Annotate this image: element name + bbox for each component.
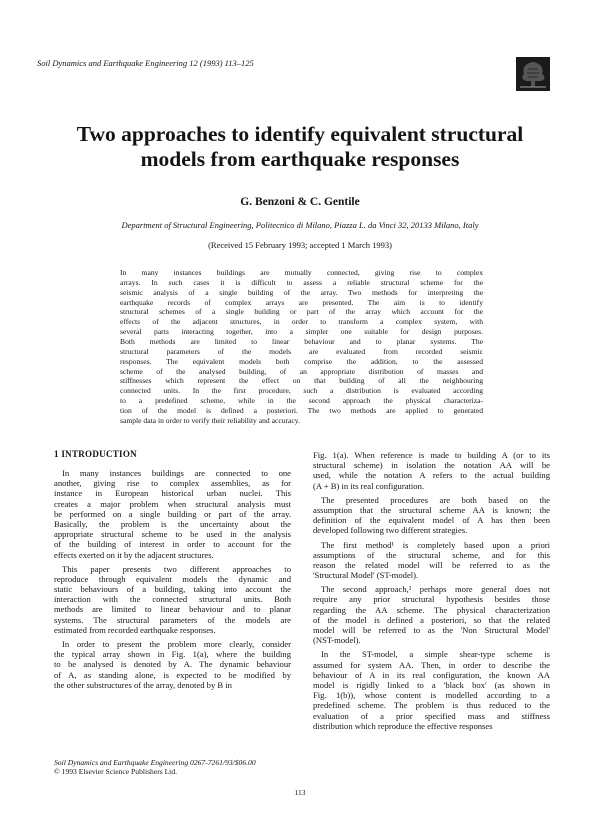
body-text-line: The presented procedures are both based on the xyxy=(321,494,550,505)
body-text-line: effects exerted on it by the adjacent structures. xyxy=(54,549,214,560)
body-text-line: of the building of interest in order to account for the xyxy=(54,539,291,550)
abstract-line: scheme of the analysed building, of an appropriate distribution of masses and xyxy=(120,366,483,376)
body-text-line: 'Structural Model' (ST-model). xyxy=(313,570,419,581)
body-text-line: predefined scheme. The problem is thus reduced to the xyxy=(313,700,550,711)
abstract-line: arrays. In such cases it is difficult to assess a reliable structural scheme for the xyxy=(120,277,483,287)
body-text-line: model will be referred to as the 'Non Structural Model' xyxy=(313,625,550,635)
body-text-line: systems. The structural parameters of the models are xyxy=(54,614,291,625)
body-text-line: The first method¹ is completely based upon a priori xyxy=(321,539,550,550)
abstract-line: sample data in order to verify their reliability and accuracy. xyxy=(120,415,300,425)
publisher-logo-icon xyxy=(516,57,550,91)
body-text-line: regarding the AA scheme. The physical characterization xyxy=(313,604,550,615)
body-text-line: distribution which reproduce the effective responses xyxy=(313,720,493,731)
body-text-line: be performed on a single building or part of the array. xyxy=(54,508,291,519)
body-text-line: evaluation of a prior specified mass and stiffness xyxy=(313,710,550,721)
abstract-line: structural parameters of the models are evaluated from recorded seismic xyxy=(120,346,483,356)
body-text-line: the typical array shown in Fig. 1(a), where the building xyxy=(54,649,291,660)
body-text-line: This paper presents two different approaches to xyxy=(62,563,291,574)
body-text-line: require any prior structural hypothesis besides those xyxy=(313,594,550,605)
abstract-line: stiffnesses which represent the effect on that building of all the neighbouring xyxy=(120,376,483,386)
authors: G. Benzoni & C. Gentile xyxy=(240,196,360,208)
abstract-line: effects of the adjacent structures, in order to transform a complex system, with xyxy=(120,317,483,327)
abstract-line: tion of the model is defined a posteriori. The two methods are applied to generated xyxy=(120,406,483,416)
journal-citation: Soil Dynamics and Earthquake Engineering 12 (1993) 113–125 xyxy=(37,58,254,68)
abstract-line: responses. The equivalent models both comprise the addition, to the assessed xyxy=(120,356,483,366)
footnote-copyright: © 1993 Elsevier Science Publishers Ltd. xyxy=(54,767,178,777)
body-text-line: interaction with the connected structural units. Both xyxy=(54,594,291,605)
abstract-line: structural schemes of a single building or part of the array which account for the xyxy=(120,307,483,317)
body-text-line: Fig. 1(b)), whose content is modelled according to a xyxy=(313,690,550,701)
body-text-line: used, while the notation A refers to the actual building xyxy=(313,470,550,481)
body-text-line: methods are limited to linear behaviour and to planar xyxy=(54,604,291,615)
body-text-line: In order to present the problem more clearly, consider xyxy=(62,639,291,649)
left-column xyxy=(54,468,291,690)
abstract-line: to a predefined scheme, while in the second approach the physical characteriza- xyxy=(120,396,483,406)
body-text-line: assumed for system AA. Then, in order to describe the xyxy=(313,659,550,670)
body-text-line: estimated from recorded earthquake responses. xyxy=(54,624,216,635)
abstract-line: seismic analysis of a single building of the array. Two methods for interpreting the xyxy=(120,287,483,297)
title-line: models from earthquake responses xyxy=(140,147,460,171)
affiliation: Department of Structural Engineering, Politecnico di Milano, Piazza L. da Vinci 32, 20133 Milano, Italy xyxy=(121,220,479,230)
abstract-line: several parts interacting together, into a simpler one suitable for design purposes. xyxy=(120,327,483,337)
body-text-line: reproduce through equivalent models the dynamic and xyxy=(54,573,291,584)
body-text-line: Basically, the problem is the uncertainty about the xyxy=(54,518,291,529)
body-text-line: reason the related model will be referred to as the xyxy=(313,559,550,570)
body-text-line: behaviour of A in its real configuration, the known AA xyxy=(313,669,550,680)
body-text-line: (A + B) in its real configuration. xyxy=(313,480,425,491)
page-number: 113 xyxy=(294,788,306,797)
body-text-line: In many instances buildings are connected to one xyxy=(62,468,291,478)
body-text-line: assumption that the structural scheme AA is known; the xyxy=(313,504,550,515)
body-text-line: (NST-model). xyxy=(313,635,361,646)
body-text-line: instance in European historical urban nuclei. This xyxy=(54,488,291,499)
body-text-line: creates a major problem when structural analysis must xyxy=(54,498,291,509)
body-text-line: assumptions of the structural scheme, and for this xyxy=(313,549,550,560)
body-text-line: model is rigidly linked to a 'black box' (as shown in xyxy=(313,679,550,690)
abstract-line: Both methods are limited to linear behaviour and to planar systems. The xyxy=(120,337,483,347)
body-text-line: to be analysed is denoted by A. The dynamic behaviour xyxy=(54,659,291,670)
body-text-line: static behaviours of a building, taking into account the xyxy=(54,584,291,595)
body-text-line: structural scheme) in isolation the notation AA will be xyxy=(313,460,550,471)
footnote-journal: Soil Dynamics and Earthquake Engineering 0267-7261/93/$06.00 xyxy=(54,758,256,767)
body-text-line: the other substructures of the array, denoted by B in xyxy=(54,679,232,690)
body-text-line: of A, as standing alone, is expected to be modified by xyxy=(54,669,291,680)
body-text-line: another, giving rise to complex assemblies, as for xyxy=(54,478,291,489)
paper-title xyxy=(20,122,580,172)
body-text-line: definition of the equivalent model of A has then been xyxy=(313,515,550,526)
body-text-line: developed following two different strategies. xyxy=(313,525,468,536)
section-heading-introduction: 1 INTRODUCTION xyxy=(54,449,137,459)
copyright-footnote xyxy=(54,758,314,777)
abstract-line: connected units. In the first procedure, such a distribution is evaluated according xyxy=(120,386,483,396)
body-text-line: of the model is defined a posteriori, so that the related xyxy=(313,614,550,625)
body-text-line: Fig. 1(a). When reference is made to building A (or to its xyxy=(313,450,550,460)
received-dates: (Received 15 February 1993; accepted 1 March 1993) xyxy=(208,240,392,250)
abstract-line: In many instances buildings are mutually connected, giving rise to complex xyxy=(120,268,483,277)
right-column xyxy=(313,450,550,731)
body-text-line: In the ST-model, a simple shear-type scheme is xyxy=(321,649,550,660)
abstract-lines xyxy=(120,268,483,426)
abstract xyxy=(120,268,483,426)
body-text-line: appropriate structural scheme to be used in the analysis xyxy=(54,529,291,540)
body-text-line: The second approach,² perhaps more general does not xyxy=(321,584,550,595)
title-line: Two approaches to identify equivalent structural xyxy=(76,122,524,146)
abstract-line: earthquake records of complex arrays are presented. The aim is to identify xyxy=(120,297,483,307)
